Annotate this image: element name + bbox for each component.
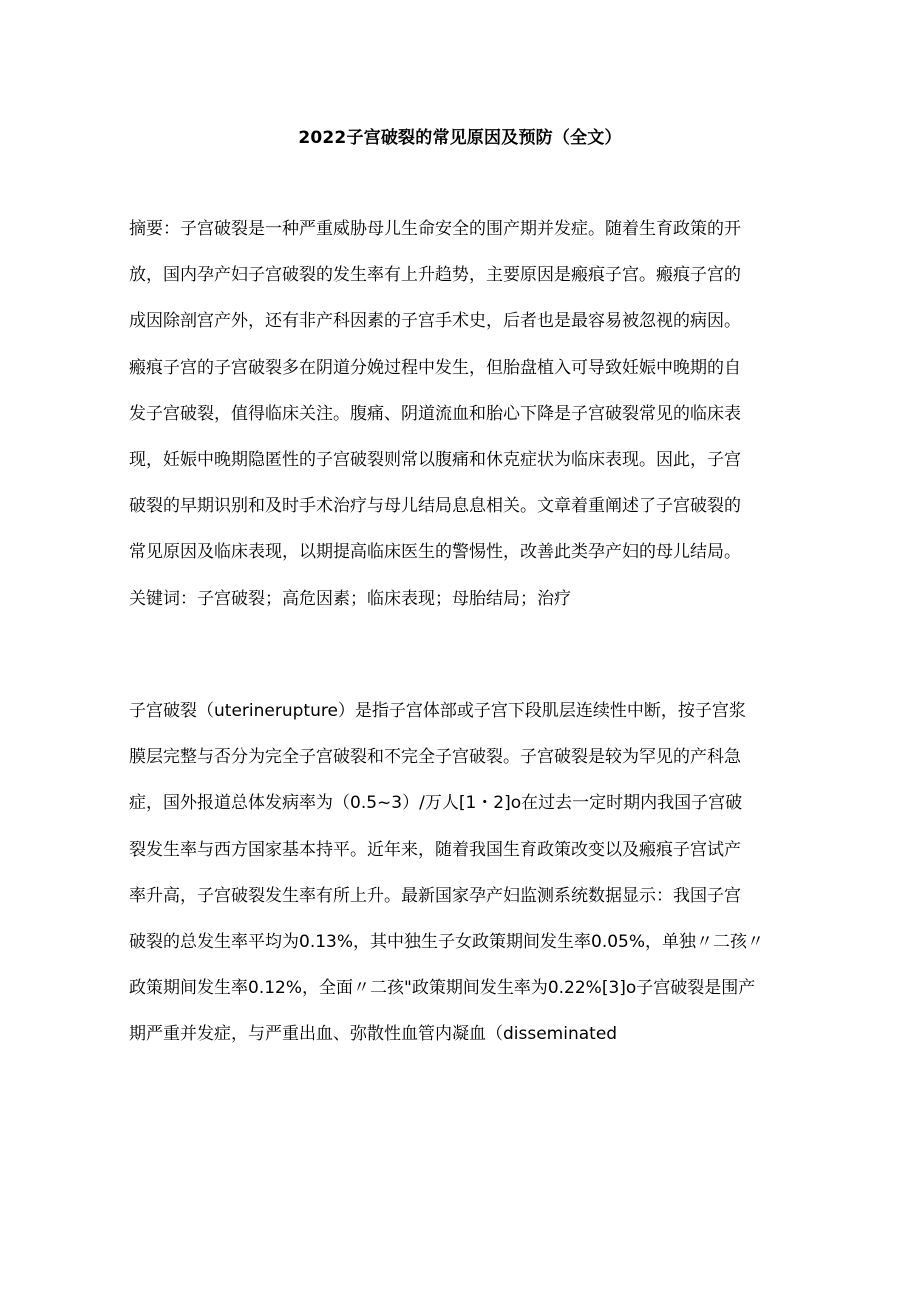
abstract-line: 破裂的早期识别和及时手术治疗与母儿结局息息相关。文章着重阐述了子宫破裂的 bbox=[129, 496, 741, 517]
body-line: 子宫破裂（uterinerupture）是指子宫体部或子宫下段肌层连续性中断，按子宫浆 bbox=[129, 701, 746, 721]
abstract-line: 常见原因及临床表现，以期提高临床医生的警惕性，改善此类孕产妇的母儿结局。 bbox=[129, 542, 741, 563]
abstract-line: 成因除剖宫产外，还有非产科因素的子宫手术史，后者也是最容易被忽视的病因。 bbox=[129, 311, 741, 332]
abstract-line: 放，国内孕产妇子宫破裂的发生率有上升趋势，主要原因是瘢痕子宫。瘢痕子宫的 bbox=[129, 265, 741, 286]
body-line: 破裂的总发生率平均为0.13%，其中独生子女政策期间发生率0.05%，单独〃二孩〃 bbox=[129, 931, 765, 952]
body-paragraph bbox=[129, 688, 809, 1058]
abstract-line: 摘要：子宫破裂是一种严重威胁母儿生命安全的围产期并发症。随着生育政策的开 bbox=[129, 219, 741, 239]
body-line: 膜层完整与否分为完全子宫破裂和不完全子宫破裂。子宫破裂是较为罕见的产科急 bbox=[129, 747, 741, 768]
keywords-line: 关键词：子宫破裂；高危因素；临床表现；母胎结局；治疗 bbox=[129, 588, 571, 609]
body-line: 政策期间发生率0.12%，全面〃二孩"政策期间发生率为0.22%[3]o子宫破裂是围产 bbox=[129, 978, 756, 999]
body-line: 裂发生率与西方国家基本持平。近年来，随着我国生育政策改变以及瘢痕子宫试产 bbox=[129, 839, 741, 860]
abstract-line: 瘢痕子宫的子宫破裂多在阴道分娩过程中发生，但胎盘植入可导致妊娠中晚期的自 bbox=[129, 357, 741, 378]
body-line: 期严重并发症，与严重出血、弥散性血管内凝血（disseminated bbox=[129, 1024, 618, 1045]
abstract-section bbox=[129, 206, 809, 622]
body-line: 症，国外报道总体发病率为（0.5~3）/万人[1・2]o在过去一定时期内我国子宫破 bbox=[129, 793, 743, 814]
body-line: 率升高，子宫破裂发生率有所上升。最新国家孕产妇监测系统数据显示：我国子宫 bbox=[129, 885, 741, 906]
document-title: 2022子宫破裂的常见原因及预防（全文） bbox=[298, 128, 622, 148]
abstract-line: 发子宫破裂，值得临床关注。腹痛、阴道流血和胎心下降是子宫破裂常见的临床表 bbox=[129, 403, 741, 424]
abstract-line: 现，妊娠中晚期隐匿性的子宫破裂则常以腹痛和休克症状为临床表现。因此，子宫 bbox=[129, 449, 741, 470]
